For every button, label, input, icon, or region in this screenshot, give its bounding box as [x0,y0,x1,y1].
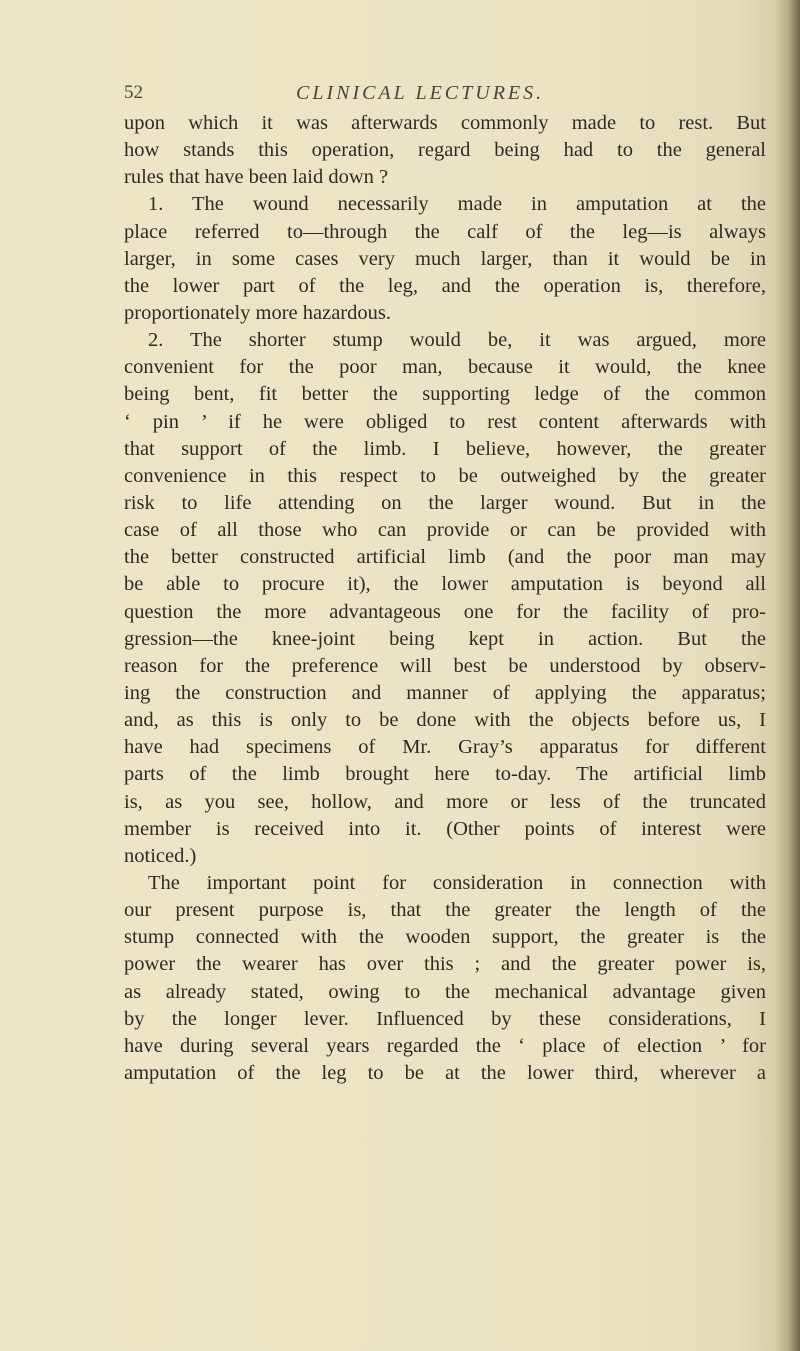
text-line: amputation of the leg to be at the lower third, wherever a [124,1061,766,1084]
text-line: convenient for the poor man, because it would, the knee [124,356,766,379]
text-line: 2. The shorter stump would be, it was argued, more [148,329,766,352]
text-line: ‘ pin ’ if he were obliged to rest content afterwards with [124,410,766,433]
body-text [124,110,766,1087]
text-line: by the longer lever. Influenced by these considerations, I [124,1007,766,1030]
text-line: power the wearer has over this ; and the greater power is, [124,953,766,976]
text-line: and, as this is only to be done with the objects before us, I [124,709,766,732]
text-line: as already stated, owing to the mechanical advantage given [124,980,766,1003]
text-line: the lower part of the leg, and the operation is, therefore, [124,274,766,297]
text-line: parts of the limb brought here to-day. The artificial limb [124,763,766,786]
running-head [0,82,800,112]
text-line: have during several years regarded the ‘ place of election ’ for [124,1034,766,1057]
text-line: gression—the knee-joint being kept in action. But the [124,627,766,650]
text-line: noticed.) [124,844,197,867]
text-line: stump connected with the wooden support, the greater is the [124,926,766,949]
text-line: proportionately more hazardous. [124,301,391,324]
text-line: is, as you see, hollow, and more or less of the truncated [124,790,766,813]
text-line: have had specimens of Mr. Gray’s apparatus for different [124,736,766,759]
text-line: how stands this operation, regard being had to the general [124,139,766,162]
text-line: The important point for consideration in connection with [148,871,766,894]
text-line: the better constructed artificial limb (and the poor man may [124,546,766,569]
text-line: upon which it was afterwards commonly made to rest. But [124,112,766,134]
text-line: rules that have been laid down ? [124,166,389,189]
text-line: ing the construction and manner of applying the apparatus; [124,681,766,704]
text-line: 1. The wound necessarily made in amputation at the [148,193,766,216]
page-number: 52 [124,82,143,103]
running-title: CLINICAL LECTURES. [296,82,545,104]
text-line: risk to life attending on the larger wound. But in the [124,491,766,514]
text-line: our present purpose is, that the greater the length of the [124,899,766,922]
text-line: being bent, fit better the supporting ledge of the common [124,383,766,406]
text-line: be able to procure it), the lower amputation is beyond all [124,573,766,596]
text-line: convenience in this respect to be outweighed by the greater [124,464,766,487]
text-line: question the more advantageous one for the facility of pro- [124,600,766,623]
text-line: case of all those who can provide or can be provided with [124,519,766,542]
text-line: reason for the preference will best be understood by observ- [124,654,766,677]
text-line: larger, in some cases very much larger, than it would be in [124,247,766,270]
page-edge-shadow [774,0,800,1351]
text-line: place referred to—through the calf of the leg—is always [124,220,766,243]
text-line: that support of the limb. I believe, however, the greater [124,437,766,460]
text-line: member is received into it. (Other points of interest were [124,817,766,840]
